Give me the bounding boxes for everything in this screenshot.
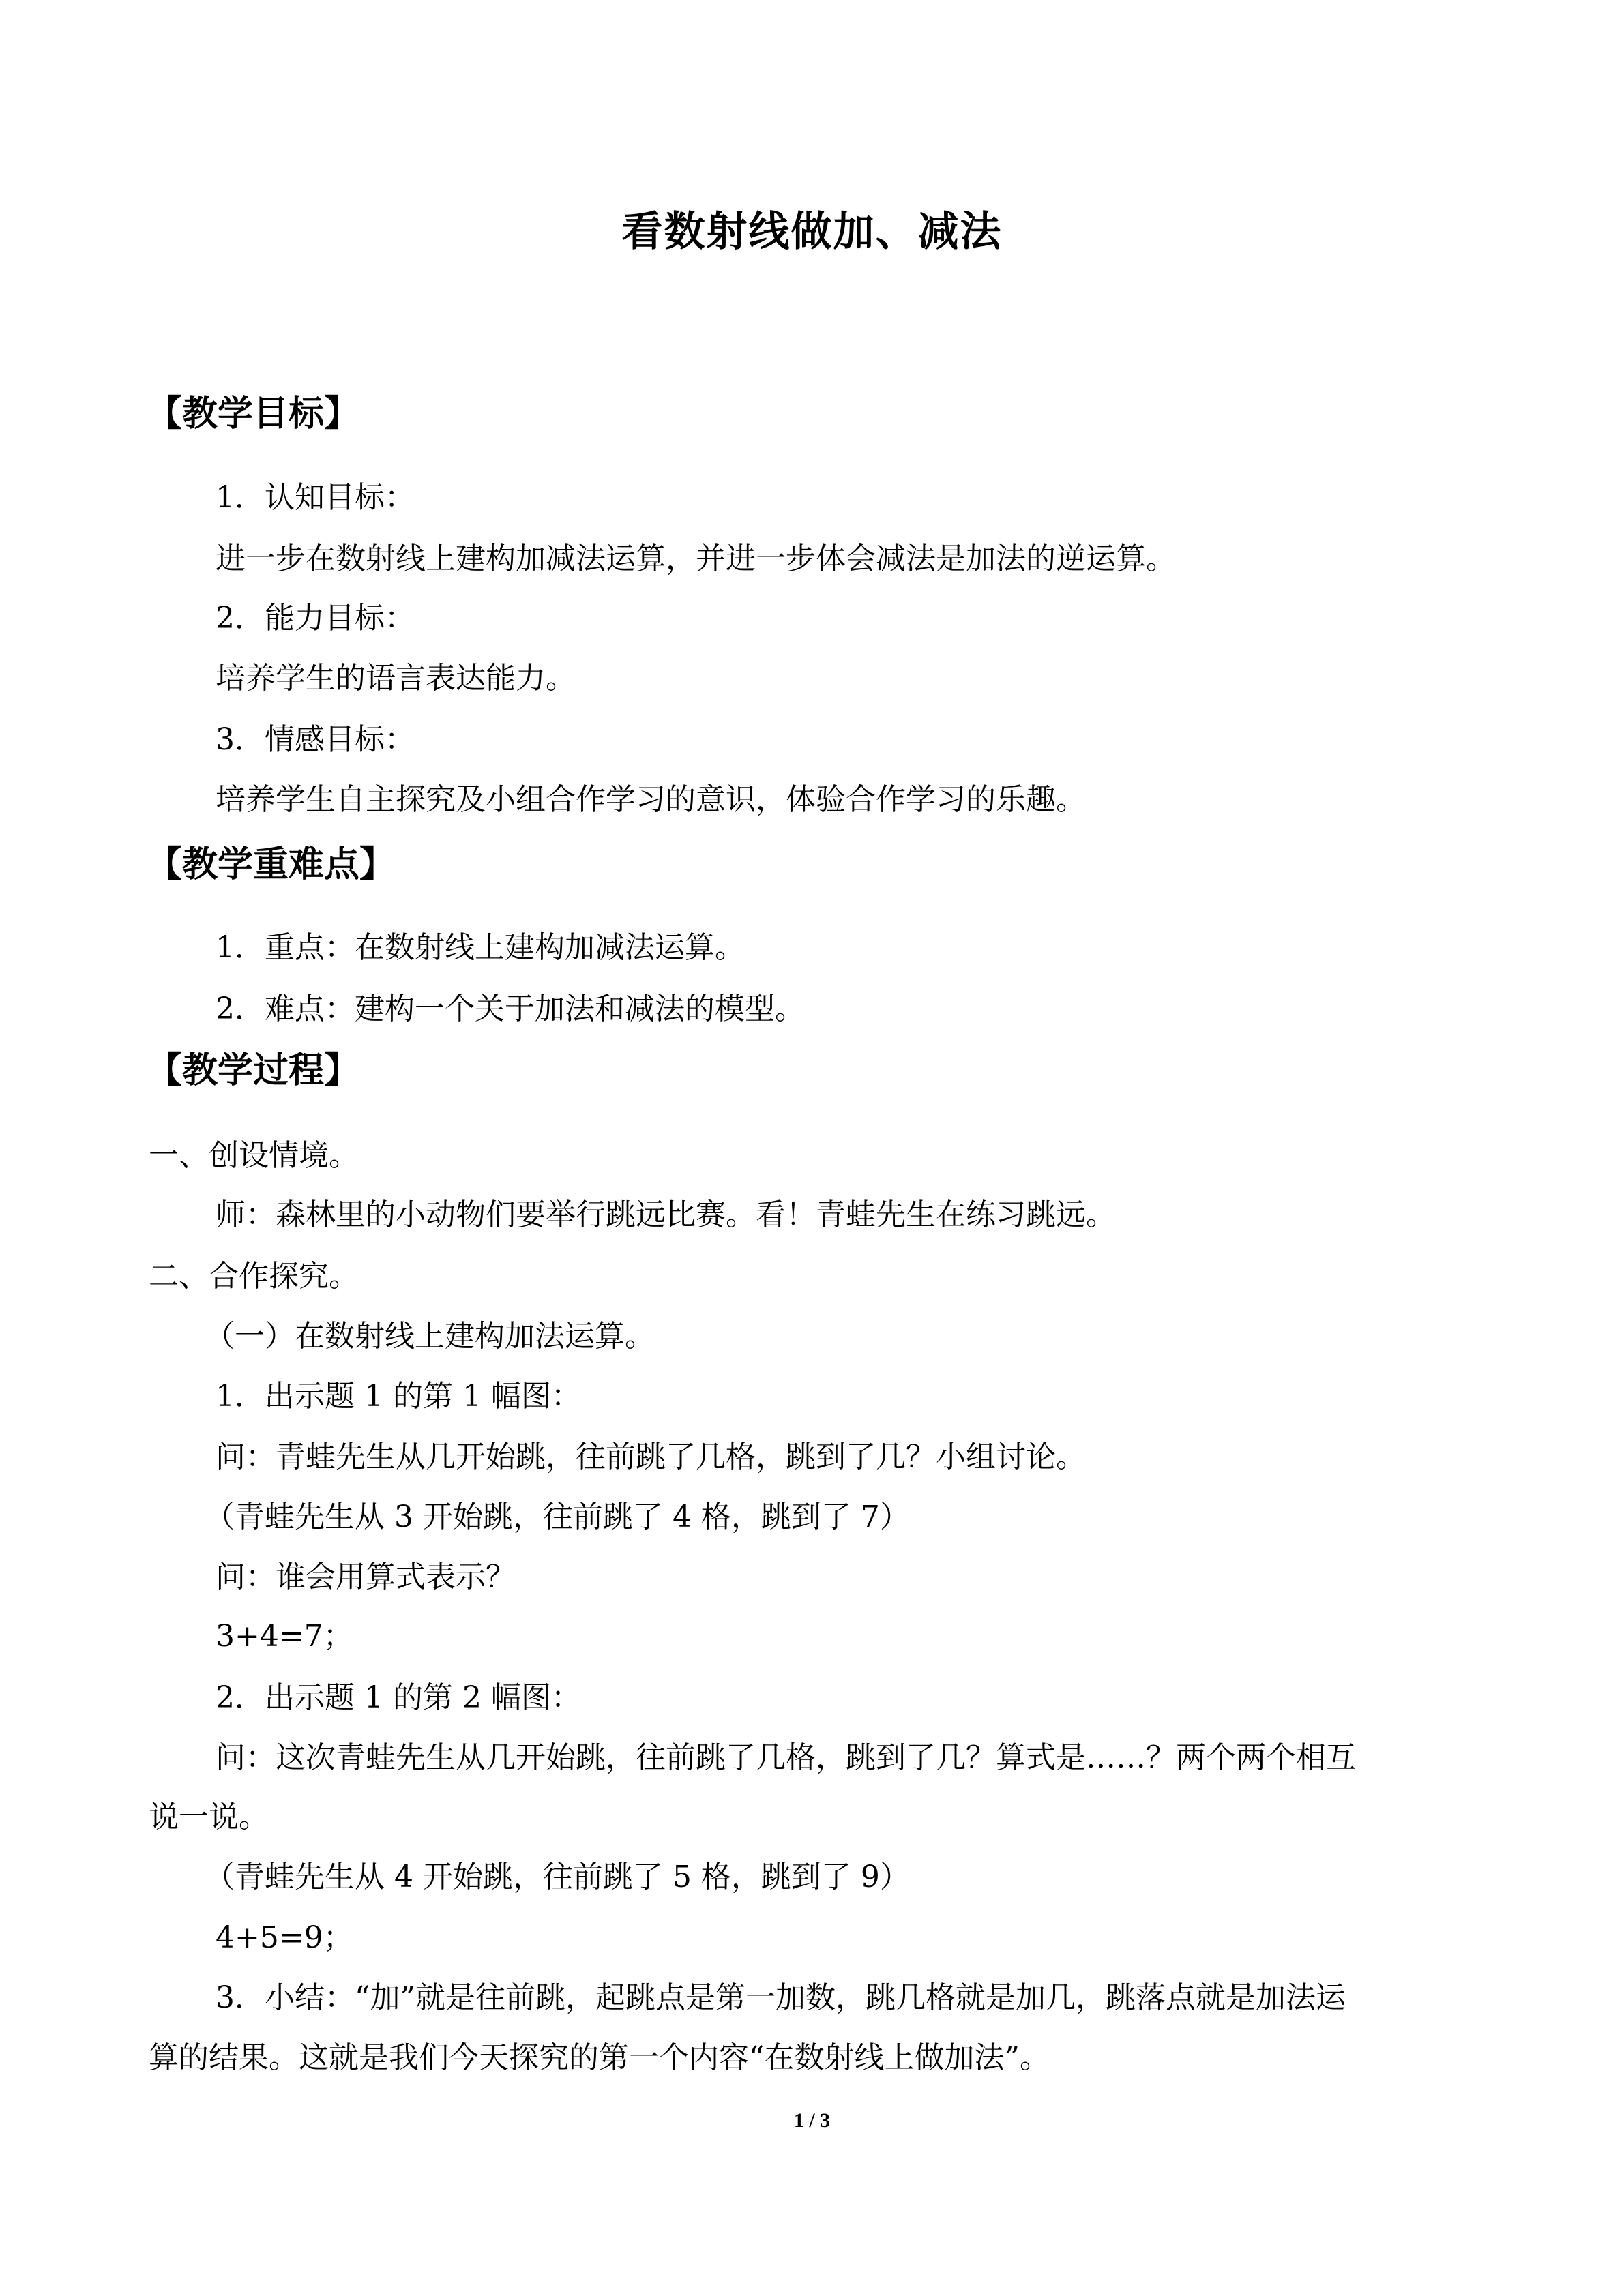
text-line: 4+5=9； bbox=[216, 1920, 353, 1955]
text-line: 培养学生的语言表达能力。 bbox=[216, 661, 576, 696]
text-line: （一）在数射线上建构加法运算。 bbox=[205, 1319, 655, 1354]
text-line: 1．重点：在数射线上建构加减法运算。 bbox=[216, 930, 745, 965]
text-line: 师：森林里的小动物们要举行跳远比赛。看！青蛙先生在练习跳远。 bbox=[216, 1197, 1116, 1232]
text-line: 1．认知目标： bbox=[216, 480, 415, 515]
text-line: 问：青蛙先生从几开始跳，往前跳了几格，跳到了几？小组讨论。 bbox=[216, 1440, 1086, 1474]
text-line: 进一步在数射线上建构加减法运算，并进一步体会减法是加法的逆运算。 bbox=[216, 541, 1176, 576]
text-line: 问：谁会用算式表示？ bbox=[216, 1560, 516, 1594]
text-line: 二、合作探究。 bbox=[149, 1259, 359, 1294]
section-heading-objectives: 【教学目标】 bbox=[147, 393, 360, 434]
text-line: 培养学生自主探究及小组合作学习的意识，体验合作学习的乐趣。 bbox=[216, 782, 1086, 817]
text-line: 2．能力目标： bbox=[216, 601, 415, 636]
text-line: （青蛙先生从 3 开始跳，往前跳了 4 格，跳到了 7） bbox=[205, 1500, 910, 1534]
text-line: 一、创设情境。 bbox=[149, 1138, 359, 1173]
text-line: 算的结果。这就是我们今天探究的第一个内容“在数射线上做加法”。 bbox=[149, 2040, 1050, 2075]
page-number: 1 / 3 bbox=[793, 2109, 831, 2132]
document-title: 看数射线做加、减法 bbox=[621, 208, 1003, 256]
text-line: 说一说。 bbox=[149, 1800, 269, 1834]
text-line: 1．出示题 1 的第 1 幅图： bbox=[216, 1379, 581, 1414]
text-line: 3+4=7； bbox=[216, 1619, 353, 1654]
text-line: 2．出示题 1 的第 2 幅图： bbox=[216, 1680, 581, 1715]
text-line: 问：这次青蛙先生从几开始跳，往前跳了几格，跳到了几？算式是……？两个两个相互 bbox=[216, 1740, 1356, 1775]
text-line: 3．情感目标： bbox=[216, 722, 415, 757]
text-line: 2．难点：建构一个关于加法和减法的模型。 bbox=[216, 992, 805, 1026]
text-line: 3．小结：“加”就是往前跳，起跳点是第一加数，跳几格就是加几，跳落点就是加法运 bbox=[216, 1980, 1346, 2015]
section-heading-process: 【教学过程】 bbox=[147, 1049, 360, 1091]
text-line: （青蛙先生从 4 开始跳，往前跳了 5 格，跳到了 9） bbox=[205, 1860, 910, 1894]
section-heading-key-points: 【教学重难点】 bbox=[147, 844, 396, 885]
